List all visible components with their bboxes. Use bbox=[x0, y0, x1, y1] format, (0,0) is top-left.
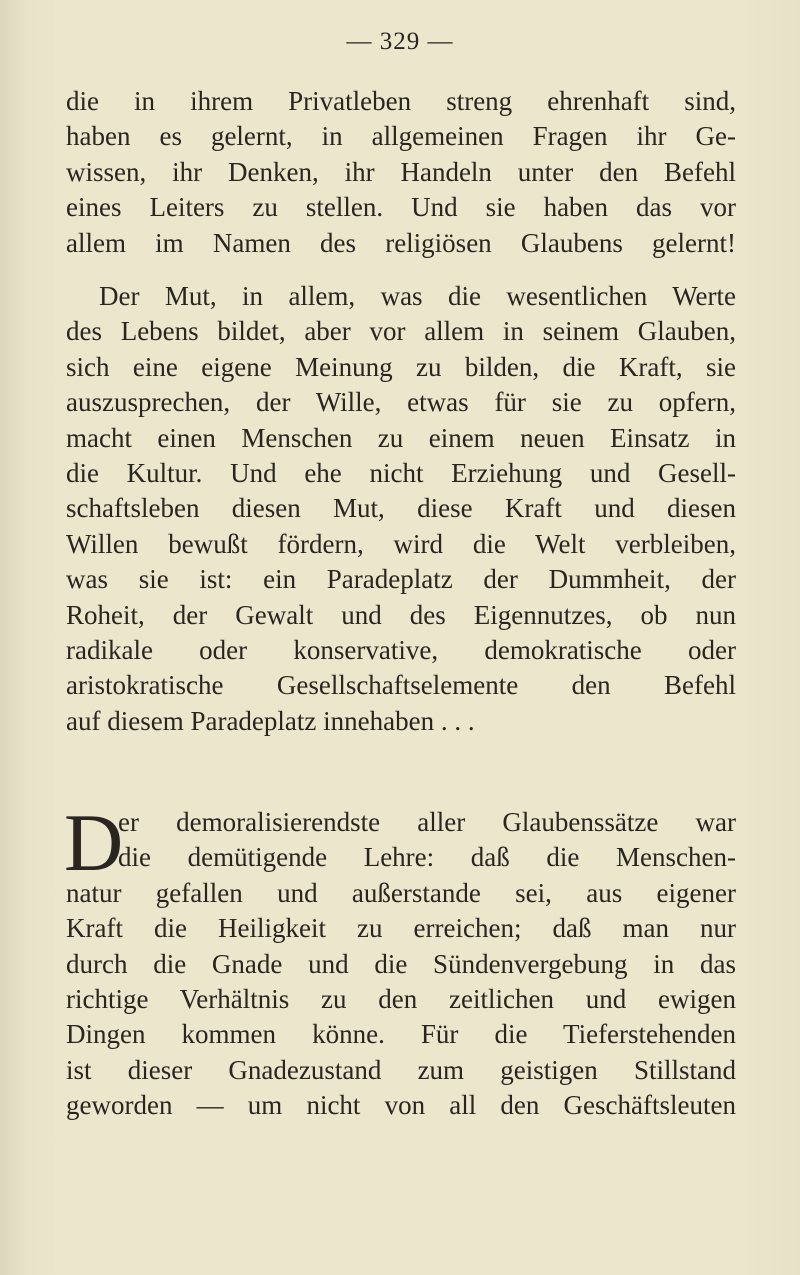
text-line: was sie ist: ein Paradeplatz der Dummheit, der bbox=[66, 564, 736, 595]
text-line: des Lebens bildet, aber vor allem in seinem Glauben, bbox=[66, 316, 736, 347]
text-line: Willen bewußt fördern, wird die Welt verbleiben, bbox=[66, 528, 736, 559]
text-line: auszusprechen, der Wille, etwas für sie zu opfern, bbox=[66, 387, 736, 418]
text-line: aristokratische Gesellschaftselemente den Befehl bbox=[66, 670, 736, 701]
text-line: Der Mut, in allem, was die wesentlichen Werte bbox=[99, 281, 736, 311]
paragraph-2 bbox=[66, 279, 736, 739]
text-line: er demoralisierendste aller Glaubenssätze war bbox=[118, 807, 736, 837]
text-line: richtige Verhältnis zu den zeitlichen und ewigen bbox=[66, 983, 736, 1014]
text-line: Roheit, der Gewalt und des Eigennutzes, ob nun bbox=[66, 599, 736, 630]
text-line: wissen, ihr Denken, ihr Handeln unter den Befehl bbox=[66, 156, 736, 187]
text-line: die demütigende Lehre: daß die Menschen- bbox=[118, 842, 736, 873]
text-line: geworden — um nicht von all den Geschäftsleuten bbox=[66, 1090, 736, 1121]
text-line: macht einen Menschen zu einem neuen Einsatz in bbox=[66, 422, 736, 453]
text-line: eines Leiters zu stellen. Und sie haben das vor bbox=[66, 192, 736, 223]
text-line: die Kultur. Und ehe nicht Erziehung und Gesell- bbox=[66, 457, 736, 488]
text-line: durch die Gnade und die Sündenvergebung in das bbox=[66, 948, 736, 979]
text-line: die in ihrem Privatleben streng ehrenhaft sind, bbox=[66, 86, 736, 116]
text-line: sich eine eigene Meinung zu bilden, die Kraft, sie bbox=[66, 351, 736, 382]
text-line: Kraft die Heiligkeit zu erreichen; daß man nur bbox=[66, 913, 736, 944]
text-line: radikale oder konservative, demokratische oder bbox=[66, 634, 736, 665]
text-line: schaftsleben diesen Mut, diese Kraft und diesen bbox=[66, 493, 736, 524]
text-line: Dingen kommen könne. Für die Tieferstehenden bbox=[66, 1019, 736, 1050]
paragraph-3 bbox=[64, 797, 736, 1124]
drop-cap: D bbox=[64, 797, 124, 888]
text-line: ist dieser Gnadezustand zum geistigen Stillstand bbox=[66, 1054, 736, 1085]
text-line: haben es gelernt, in allgemeinen Fragen ihr Ge- bbox=[66, 121, 736, 152]
page-number: — 329 — bbox=[346, 28, 454, 55]
text-line: natur gefallen und außerstande sei, aus eigener bbox=[66, 877, 736, 908]
text-line: auf diesem Paradeplatz innehaben . . . bbox=[66, 705, 475, 736]
paragraph-1 bbox=[66, 84, 736, 261]
text-line: allem im Namen des religiösen Glaubens gelernt! bbox=[66, 227, 736, 258]
